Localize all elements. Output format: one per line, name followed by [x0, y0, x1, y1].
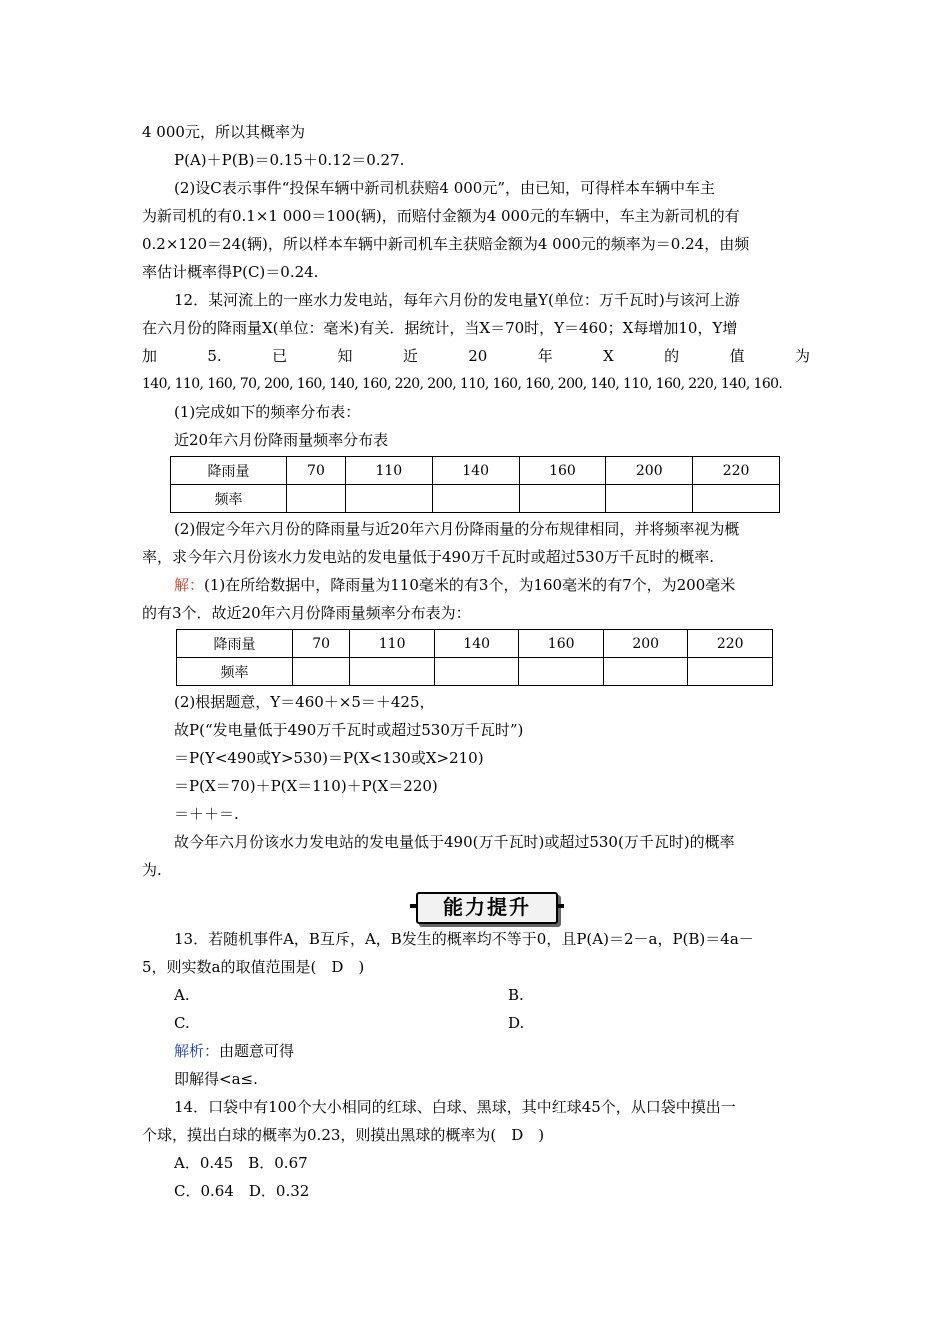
text-line: 率估计概率得P(C)＝0.24.	[142, 263, 319, 281]
text-line: 在六月份的降雨量X(单位：毫米)有关．据统计，当X＝70时，Y＝460；X每增加10，Y增	[142, 319, 738, 337]
table-cell	[350, 658, 435, 686]
banner-title: 能力提升	[443, 895, 531, 919]
word: 为	[794, 347, 810, 365]
table-row-label: 频率	[177, 658, 293, 686]
table-cell	[293, 658, 350, 686]
text-line: 个球，摸出白球的概率为0.23，则摸出黑球的概率为( D )	[142, 1126, 545, 1144]
option-b: B.	[508, 986, 524, 1004]
table-cell	[519, 658, 604, 686]
table-cell	[606, 485, 693, 513]
option-a: A.	[174, 986, 190, 1004]
table-header-cell: 降雨量	[171, 457, 287, 485]
formula-line: ＝＋＋＝.	[174, 805, 239, 823]
table-cell	[688, 658, 773, 686]
text-line: (2)根据题意，Y＝460＋×5＝＋425，	[174, 693, 435, 711]
word: 值	[729, 347, 745, 365]
formula-line: P(A)＋P(B)＝0.15＋0.12＝0.27.	[174, 151, 405, 169]
frequency-table-answer	[176, 629, 773, 686]
question-12: 12．某河流上的一座水力发电站，每年六月份的发电量Y(单位：万千瓦时)与该河上游	[174, 291, 740, 309]
text-line: 故今年六月份该水力发电站的发电量低于490(万千瓦时)或超过530(万千瓦时)的概率	[174, 833, 735, 851]
analysis-text: 由题意可得	[219, 1042, 295, 1060]
text-line: 的有3个．故近20年六月份降雨量频率分布表为：	[142, 604, 471, 622]
table-row	[177, 658, 773, 686]
question-13: 13．若随机事件A，B互斥，A，B发生的概率均不等于0，且P(A)＝2－a，P(B)＝4a－	[174, 930, 754, 948]
table-header-cell: 70	[287, 457, 346, 485]
table-header-cell: 110	[345, 457, 432, 485]
word: 20	[468, 347, 488, 365]
table-header-cell: 160	[519, 457, 606, 485]
formula-line: 故P(“发电量低于490万千瓦时或超过530万千瓦时”)	[174, 721, 524, 739]
table-header-cell: 220	[688, 630, 773, 658]
question-14: 14．口袋中有100个大小相同的红球、白球、黑球，其中红球45个，从口袋中摸出一	[174, 1098, 736, 1116]
word: 5.	[207, 347, 222, 365]
table-header-cell: 140	[434, 630, 519, 658]
text-line: 为新司机的有0.1×1 000＝100(辆)，而赔付金额为4 000元的车辆中，车主为新司机的有	[142, 207, 740, 225]
table-cell	[345, 485, 432, 513]
options-line: A．0.45 B．0.67	[174, 1154, 308, 1172]
table-row	[177, 630, 773, 658]
text-line: 0.2×120＝24(辆)，所以样本车辆中新司机车主获赔金额为4 000元的频率为＝0.24，由频	[142, 235, 750, 253]
table-row-label: 频率	[171, 485, 287, 513]
text-line: 4 000元，所以其概率为	[142, 123, 305, 141]
word: 年	[537, 347, 553, 365]
analysis-label: 解析：	[174, 1042, 220, 1060]
table-cell	[519, 485, 606, 513]
data-values-line: 140, 110, 160, 70, 200, 160, 140, 160, 220, 200, 110, 160, 160, 200, 140, 110, 160, 220, 140, 160.	[142, 376, 783, 392]
table-cell	[287, 485, 346, 513]
table-header-cell: 70	[293, 630, 350, 658]
options-line: C．0.64 D．0.32	[174, 1182, 310, 1200]
table-cell	[434, 658, 519, 686]
table-header-cell: 160	[519, 630, 604, 658]
table-header-cell: 110	[350, 630, 435, 658]
formula-line: ＝P(Y<490或Y>530)＝P(X<130或X>210)	[174, 749, 484, 767]
section-banner	[410, 887, 562, 927]
text-line: 即解得<a≤.	[174, 1070, 258, 1088]
table-row	[171, 485, 780, 513]
word: 近	[402, 347, 418, 365]
frequency-table-blank	[170, 456, 780, 513]
table-header-cell: 140	[432, 457, 519, 485]
table-header-cell: 降雨量	[177, 630, 293, 658]
table-header-cell: 200	[606, 457, 693, 485]
solution-label: 解：	[174, 576, 205, 594]
text-line: (2)设C表示事件“投保车辆中新司机获赔4 000元”，由已知，可得样本车辆中车主	[174, 179, 716, 197]
option-d: D.	[508, 1014, 525, 1032]
text-line: 率，求今年六月份该水力发电站的发电量低于490万千瓦时或超过530万千瓦时的概率.	[142, 548, 715, 566]
text-line: (1)完成如下的频率分布表：	[174, 403, 361, 421]
solution-text: (1)在所给数据中，降雨量为110毫米的有3个，为160毫米的有7个，为200毫米	[204, 576, 736, 594]
text-line: (2)假定今年六月份的降雨量与近20年六月份降雨量的分布规律相同，并将频率视为概	[174, 520, 740, 538]
table-caption: 近20年六月份降雨量频率分布表	[174, 431, 389, 449]
word: X	[603, 347, 614, 365]
analysis-line	[174, 1041, 294, 1061]
table-cell	[603, 658, 688, 686]
word: 加	[142, 347, 158, 365]
table-row	[171, 457, 780, 485]
text-line: 为.	[142, 861, 162, 879]
table-header-cell: 220	[693, 457, 780, 485]
option-c: C.	[174, 1014, 190, 1032]
justified-line	[142, 346, 810, 366]
formula-line: ＝P(X＝70)＋P(X＝110)＋P(X＝220)	[174, 777, 438, 795]
solution-line	[174, 575, 735, 595]
text-line: 5，则实数a的取值范围是( D )	[142, 958, 365, 976]
table-header-cell: 200	[603, 630, 688, 658]
table-cell	[693, 485, 780, 513]
word: 的	[664, 347, 680, 365]
word: 已	[272, 347, 288, 365]
word: 知	[337, 347, 353, 365]
table-cell	[432, 485, 519, 513]
